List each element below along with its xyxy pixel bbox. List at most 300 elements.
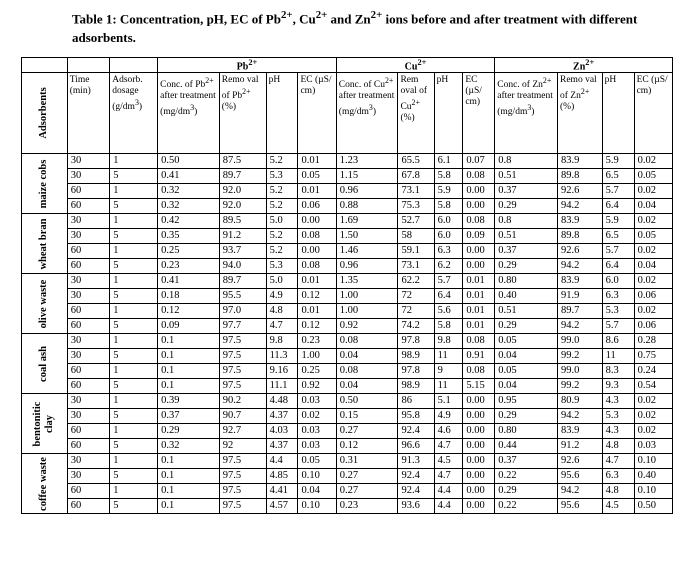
table-cell: 4.3 (602, 424, 634, 439)
table-cell: 1 (110, 364, 158, 379)
table-cell: 1.23 (336, 154, 398, 169)
table-cell: 0.51 (495, 169, 558, 184)
table-cell: 67.8 (398, 169, 434, 184)
table-cell: 0.08 (463, 364, 495, 379)
table-cell: 0.02 (634, 184, 672, 199)
table-cell: 0.12 (336, 439, 398, 454)
table-cell: 0.00 (463, 199, 495, 214)
table-cell: 0.1 (158, 484, 220, 499)
table-cell: 83.9 (558, 214, 603, 229)
table-cell: 0.01 (463, 304, 495, 319)
table-row (22, 214, 673, 229)
table-cell: 97.7 (219, 319, 266, 334)
table-cell: 1 (110, 304, 158, 319)
table-cell: 0.42 (158, 214, 220, 229)
caption-sup: 2+ (370, 9, 383, 21)
table-cell: 0.08 (298, 229, 336, 244)
table-cell: 0.01 (298, 274, 336, 289)
table-cell: 91.2 (558, 439, 603, 454)
table-cell: 83.9 (558, 154, 603, 169)
pb-conc-header: Conc. of $Pb^{2+}$ after treatment $(mg/dm^3)$ (158, 73, 220, 154)
table-cell: 11 (434, 379, 463, 394)
table-cell: 97.5 (219, 364, 266, 379)
table-cell: 5.0 (266, 274, 298, 289)
table-cell: 91.9 (558, 289, 603, 304)
table-cell: 0.27 (336, 424, 398, 439)
table-cell: 4.4 (434, 484, 463, 499)
table-cell: 4.37 (266, 439, 298, 454)
table-cell: 60 (67, 439, 110, 454)
table-cell: 0.40 (634, 469, 672, 484)
table-row (22, 289, 673, 304)
table-cell: 5.8 (434, 199, 463, 214)
table-cell: 4.37 (266, 409, 298, 424)
header-blank-cell (110, 58, 158, 73)
table-cell: 0.01 (463, 274, 495, 289)
table-cell: 5 (110, 319, 158, 334)
table-cell: 5.3 (602, 304, 634, 319)
table-cell: 4.8 (602, 439, 634, 454)
table-row (22, 409, 673, 424)
table-cell: 0.27 (336, 469, 398, 484)
table-cell: 0.32 (158, 184, 220, 199)
table-cell: 4.7 (266, 319, 298, 334)
table-cell: 0.04 (336, 349, 398, 364)
table-cell: 99.2 (558, 349, 603, 364)
cu-conc-header: Conc. of $Cu^{2+}$ after treatment $(mg/dm^3)$ (336, 73, 398, 154)
adsorbents-label: Adsorbents (38, 87, 50, 139)
table-cell: 0.1 (158, 454, 220, 469)
table-cell: 1.69 (336, 214, 398, 229)
column-header-row (22, 73, 673, 154)
table-cell: 4.5 (602, 499, 634, 514)
table-cell: 5.0 (266, 214, 298, 229)
table-cell: 30 (67, 394, 110, 409)
table-cell: 97.5 (219, 349, 266, 364)
cu-ec-header: EC (µS/ cm) (463, 73, 495, 154)
table-cell: 0.15 (336, 409, 398, 424)
table-cell: 5.7 (602, 184, 634, 199)
table-cell: 0.05 (298, 454, 336, 469)
table-cell: 0.39 (158, 394, 220, 409)
table-cell: 5.7 (602, 319, 634, 334)
table-cell: 5.7 (434, 274, 463, 289)
table-cell: 1 (110, 424, 158, 439)
table-cell: 4.8 (266, 304, 298, 319)
table-cell: 5 (110, 349, 158, 364)
table-cell: 5.3 (602, 409, 634, 424)
table-cell: 0.12 (298, 319, 336, 334)
table-cell: 0.00 (463, 439, 495, 454)
zn-removal-header: Remo val of $Zn^{2+}$ (%) (558, 73, 603, 154)
table-cell: 4.5 (434, 454, 463, 469)
table-cell: 0.12 (298, 289, 336, 304)
table-cell: 60 (67, 319, 110, 334)
table-cell: 0.75 (634, 349, 672, 364)
table-cell: 4.9 (266, 289, 298, 304)
table-row (22, 229, 673, 244)
table-cell: 97.5 (219, 469, 266, 484)
table-cell: 5.2 (266, 244, 298, 259)
table-cell: 97.5 (219, 484, 266, 499)
table-cell: 95.6 (558, 499, 603, 514)
table-cell: 0.37 (495, 184, 558, 199)
table-cell: 0.02 (634, 394, 672, 409)
table-cell: 0.01 (298, 184, 336, 199)
table-cell: 0.08 (463, 334, 495, 349)
table-cell: 4.03 (266, 424, 298, 439)
table-row (22, 334, 673, 349)
table-cell: 5.9 (602, 214, 634, 229)
zn-conc-header: Conc. of $Zn^{2+}$ after treatment $(mg/dm^3)$ (495, 73, 558, 154)
table-cell: 0.41 (158, 169, 220, 184)
header-blank-cell (67, 58, 110, 73)
table-cell: 0.50 (158, 154, 220, 169)
table-cell: 1 (110, 334, 158, 349)
table-cell: 60 (67, 484, 110, 499)
table-cell: 0.23 (158, 259, 220, 274)
table-cell: 0.96 (336, 184, 398, 199)
adsorbent-name-cell (22, 334, 68, 394)
table-cell: 11 (434, 349, 463, 364)
table-cell: 4.9 (434, 409, 463, 424)
table-cell: 5 (110, 199, 158, 214)
pb-ph-header: pH (266, 73, 298, 154)
zn-ec-header: EC (µS/ cm) (634, 73, 672, 154)
table-cell: 0.44 (495, 439, 558, 454)
table-cell: 0.24 (634, 364, 672, 379)
table-cell: 0.03 (298, 439, 336, 454)
table-cell: 0.51 (495, 229, 558, 244)
table-cell: 97.8 (398, 334, 434, 349)
table-cell: 0.06 (634, 289, 672, 304)
table-cell: 86 (398, 394, 434, 409)
cu-ph-header: pH (434, 73, 463, 154)
table-cell: 73.1 (398, 259, 434, 274)
table-cell: 0.10 (298, 469, 336, 484)
table-cell: 9.16 (266, 364, 298, 379)
table-cell: 0.25 (158, 244, 220, 259)
table-cell: 92.4 (398, 484, 434, 499)
table-cell: 0.31 (336, 454, 398, 469)
table-cell: 0.09 (463, 229, 495, 244)
table-cell: 1 (110, 274, 158, 289)
table-cell: 89.5 (219, 214, 266, 229)
table-cell: 91.2 (219, 229, 266, 244)
table-cell: 6.4 (602, 199, 634, 214)
table-cell: 0.02 (298, 409, 336, 424)
table-cell: 0.22 (495, 499, 558, 514)
table-cell: 1.00 (298, 349, 336, 364)
table-cell: 0.03 (298, 424, 336, 439)
adsorbent-name: olive waste (38, 279, 50, 329)
table-cell: 0.29 (495, 409, 558, 424)
table-row (22, 364, 673, 379)
table-cell: 1.00 (336, 289, 398, 304)
table-cell: 0.01 (463, 319, 495, 334)
table-cell: 1 (110, 484, 158, 499)
table-cell: 0.91 (463, 349, 495, 364)
table-cell: 0.41 (158, 274, 220, 289)
pb-removal-header: Remo val of $Pb^{2+}$ (%) (219, 73, 266, 154)
table-cell: 8.6 (602, 334, 634, 349)
table-cell: 0.05 (495, 364, 558, 379)
table-row (22, 454, 673, 469)
table-cell: 1.50 (336, 229, 398, 244)
table-cell: 0.01 (298, 154, 336, 169)
table-cell: 83.9 (558, 274, 603, 289)
table-row (22, 184, 673, 199)
table-cell: 60 (67, 244, 110, 259)
table-cell: 58 (398, 229, 434, 244)
ion-header-row (22, 58, 673, 73)
table-cell: 99.2 (558, 379, 603, 394)
table-cell: 89.7 (558, 304, 603, 319)
table-row (22, 439, 673, 454)
table-cell: 0.29 (495, 319, 558, 334)
table-cell: 6.3 (602, 289, 634, 304)
table-cell: 0.27 (336, 484, 398, 499)
table-caption (72, 6, 672, 47)
table-cell: 0.23 (336, 499, 398, 514)
table-cell: 92.6 (558, 184, 603, 199)
table-cell: 0.40 (495, 289, 558, 304)
table-row (22, 394, 673, 409)
table-row (22, 319, 673, 334)
table-cell: 60 (67, 424, 110, 439)
table-cell: 95.5 (219, 289, 266, 304)
table-cell: 0.10 (298, 499, 336, 514)
table-row (22, 424, 673, 439)
table-cell: 0.1 (158, 469, 220, 484)
table-cell: 0.08 (336, 334, 398, 349)
table-cell: 0.02 (634, 409, 672, 424)
caption-text: and Zn (327, 11, 371, 27)
table-cell: 0.00 (463, 499, 495, 514)
table-row (22, 199, 673, 214)
table-cell: 6.0 (434, 214, 463, 229)
table-cell: 0.29 (495, 484, 558, 499)
table-cell: 9.8 (266, 334, 298, 349)
table-cell: 0.1 (158, 349, 220, 364)
table-cell: 5.3 (266, 259, 298, 274)
table-cell: 5 (110, 259, 158, 274)
table-cell: 0.08 (298, 259, 336, 274)
table-cell: 4.7 (434, 469, 463, 484)
table-cell: 73.1 (398, 184, 434, 199)
table-cell: 60 (67, 199, 110, 214)
table-cell: 93.6 (398, 499, 434, 514)
table-cell: 89.8 (558, 229, 603, 244)
table-cell: 30 (67, 169, 110, 184)
table-cell: 1.35 (336, 274, 398, 289)
cu-removal-header: Rem oval of $Cu^{2+}$ (%) (398, 73, 434, 154)
table-cell: 30 (67, 229, 110, 244)
table-cell: 0.00 (463, 244, 495, 259)
table-cell: 5 (110, 229, 158, 244)
table-cell: 5.2 (266, 229, 298, 244)
table-cell: 92.7 (219, 424, 266, 439)
table-cell: 52.7 (398, 214, 434, 229)
table-cell: 5 (110, 409, 158, 424)
table-cell: 0.02 (634, 424, 672, 439)
table-cell: 0.00 (463, 424, 495, 439)
table-cell: 1.00 (336, 304, 398, 319)
adsorbent-name-cell (22, 214, 68, 274)
table-cell: 5 (110, 169, 158, 184)
table-cell: 6.1 (434, 154, 463, 169)
table-cell: 6.4 (434, 289, 463, 304)
table-cell: 6.2 (434, 259, 463, 274)
table-cell: 0.01 (298, 304, 336, 319)
table-cell: 0.29 (158, 424, 220, 439)
table-cell: 9.8 (434, 334, 463, 349)
table-cell: 0.06 (634, 319, 672, 334)
pb-ec-header: EC (µS/ cm) (298, 73, 336, 154)
table-cell: 30 (67, 289, 110, 304)
table-cell: 0.80 (495, 274, 558, 289)
table-cell: 0.54 (634, 379, 672, 394)
table-cell: 0.1 (158, 334, 220, 349)
table-cell: 95.6 (558, 469, 603, 484)
table-cell: 72 (398, 304, 434, 319)
table-cell: 5.3 (266, 169, 298, 184)
table-cell: 0.96 (336, 259, 398, 274)
table-body (22, 154, 673, 514)
table-cell: 0.37 (495, 454, 558, 469)
table-cell: 60 (67, 379, 110, 394)
table-cell: 4.57 (266, 499, 298, 514)
table-cell: 0.01 (463, 289, 495, 304)
table-cell: 0.37 (495, 244, 558, 259)
table-cell: 0.35 (158, 229, 220, 244)
table-row (22, 259, 673, 274)
table-cell: 0.04 (495, 379, 558, 394)
table-cell: 5.9 (602, 154, 634, 169)
ion-header-pb: $Pb^{2+}$ (158, 58, 337, 73)
table-cell: 0.50 (634, 499, 672, 514)
adsorbents-header (22, 73, 68, 154)
table-cell: 30 (67, 349, 110, 364)
table-cell: 30 (67, 274, 110, 289)
table-cell: 80.9 (558, 394, 603, 409)
table-cell: 0.22 (495, 469, 558, 484)
table-cell: 0.80 (495, 424, 558, 439)
table-cell: 94.2 (558, 319, 603, 334)
table-cell: 0.32 (158, 199, 220, 214)
results-table (21, 57, 673, 514)
zn-ph-header: pH (602, 73, 634, 154)
adsorbent-name-cell (22, 454, 68, 514)
table-cell: 60 (67, 364, 110, 379)
table-cell: 0.02 (634, 154, 672, 169)
adsorbent-name: coal ash (38, 345, 50, 382)
table-cell: 92.4 (398, 424, 434, 439)
table-cell: 94.2 (558, 259, 603, 274)
table-cell: 0.05 (634, 169, 672, 184)
table-row (22, 274, 673, 289)
table-row (22, 484, 673, 499)
table-cell: 0.00 (463, 184, 495, 199)
table-cell: 0.02 (634, 244, 672, 259)
table-cell: 4.85 (266, 469, 298, 484)
table-cell: 0.92 (298, 379, 336, 394)
table-cell: 0.00 (298, 244, 336, 259)
table-cell: 4.4 (266, 454, 298, 469)
table-row (22, 349, 673, 364)
adsorbent-name-cell (22, 274, 68, 334)
table-cell: 98.9 (398, 379, 434, 394)
table-cell: 4.8 (602, 484, 634, 499)
table-cell: 4.7 (602, 454, 634, 469)
table-cell: 5.9 (434, 184, 463, 199)
table-cell: 94.0 (219, 259, 266, 274)
table-cell: 9.3 (602, 379, 634, 394)
adsorbent-name-cell (22, 154, 68, 214)
table-cell: 0.8 (495, 154, 558, 169)
ion-header-cu: $Cu^{2+}$ (336, 58, 494, 73)
table-row (22, 499, 673, 514)
table-cell: 30 (67, 469, 110, 484)
table-cell: 11 (602, 349, 634, 364)
table-cell: 60 (67, 184, 110, 199)
table-cell: 5.7 (602, 244, 634, 259)
table-cell: 92.6 (558, 454, 603, 469)
table-cell: 9 (434, 364, 463, 379)
table-cell: 0.37 (158, 409, 220, 424)
table-cell: 6.3 (434, 244, 463, 259)
table-cell: 89.8 (558, 169, 603, 184)
table-cell: 0.95 (495, 394, 558, 409)
table-cell: 4.48 (266, 394, 298, 409)
table-cell: 99.0 (558, 364, 603, 379)
table-cell: 1 (110, 184, 158, 199)
table-cell: 11.3 (266, 349, 298, 364)
table-cell: 0.29 (495, 199, 558, 214)
table-cell: 0.25 (298, 364, 336, 379)
table-cell: 1.46 (336, 244, 398, 259)
table-cell: 0.00 (463, 259, 495, 274)
table-cell: 97.0 (219, 304, 266, 319)
table-cell: 72 (398, 289, 434, 304)
table-cell: 91.3 (398, 454, 434, 469)
table-cell: 0.02 (634, 214, 672, 229)
table-row (22, 379, 673, 394)
table-cell: 5 (110, 379, 158, 394)
table-cell: 30 (67, 214, 110, 229)
table-cell: 97.5 (219, 499, 266, 514)
table-cell: 98.9 (398, 349, 434, 364)
table-cell: 0.05 (298, 169, 336, 184)
adsorbent-name-cell (22, 394, 68, 454)
table-cell: 83.9 (558, 424, 603, 439)
table-cell: 30 (67, 154, 110, 169)
table-cell: 1 (110, 244, 158, 259)
table-cell: 5.8 (434, 169, 463, 184)
table-cell: 0.02 (634, 274, 672, 289)
caption-text: , Cu (292, 11, 316, 27)
table-cell: 90.7 (219, 409, 266, 424)
table-cell: 94.2 (558, 484, 603, 499)
table-cell: 92.0 (219, 199, 266, 214)
table-cell: 89.7 (219, 274, 266, 289)
adsorbent-name: coffee waste (38, 456, 50, 511)
table-cell: 0.04 (495, 349, 558, 364)
table-cell: 0.04 (336, 379, 398, 394)
table-cell: 0.07 (463, 154, 495, 169)
table-cell: 92 (219, 439, 266, 454)
table-cell: 5 (110, 439, 158, 454)
